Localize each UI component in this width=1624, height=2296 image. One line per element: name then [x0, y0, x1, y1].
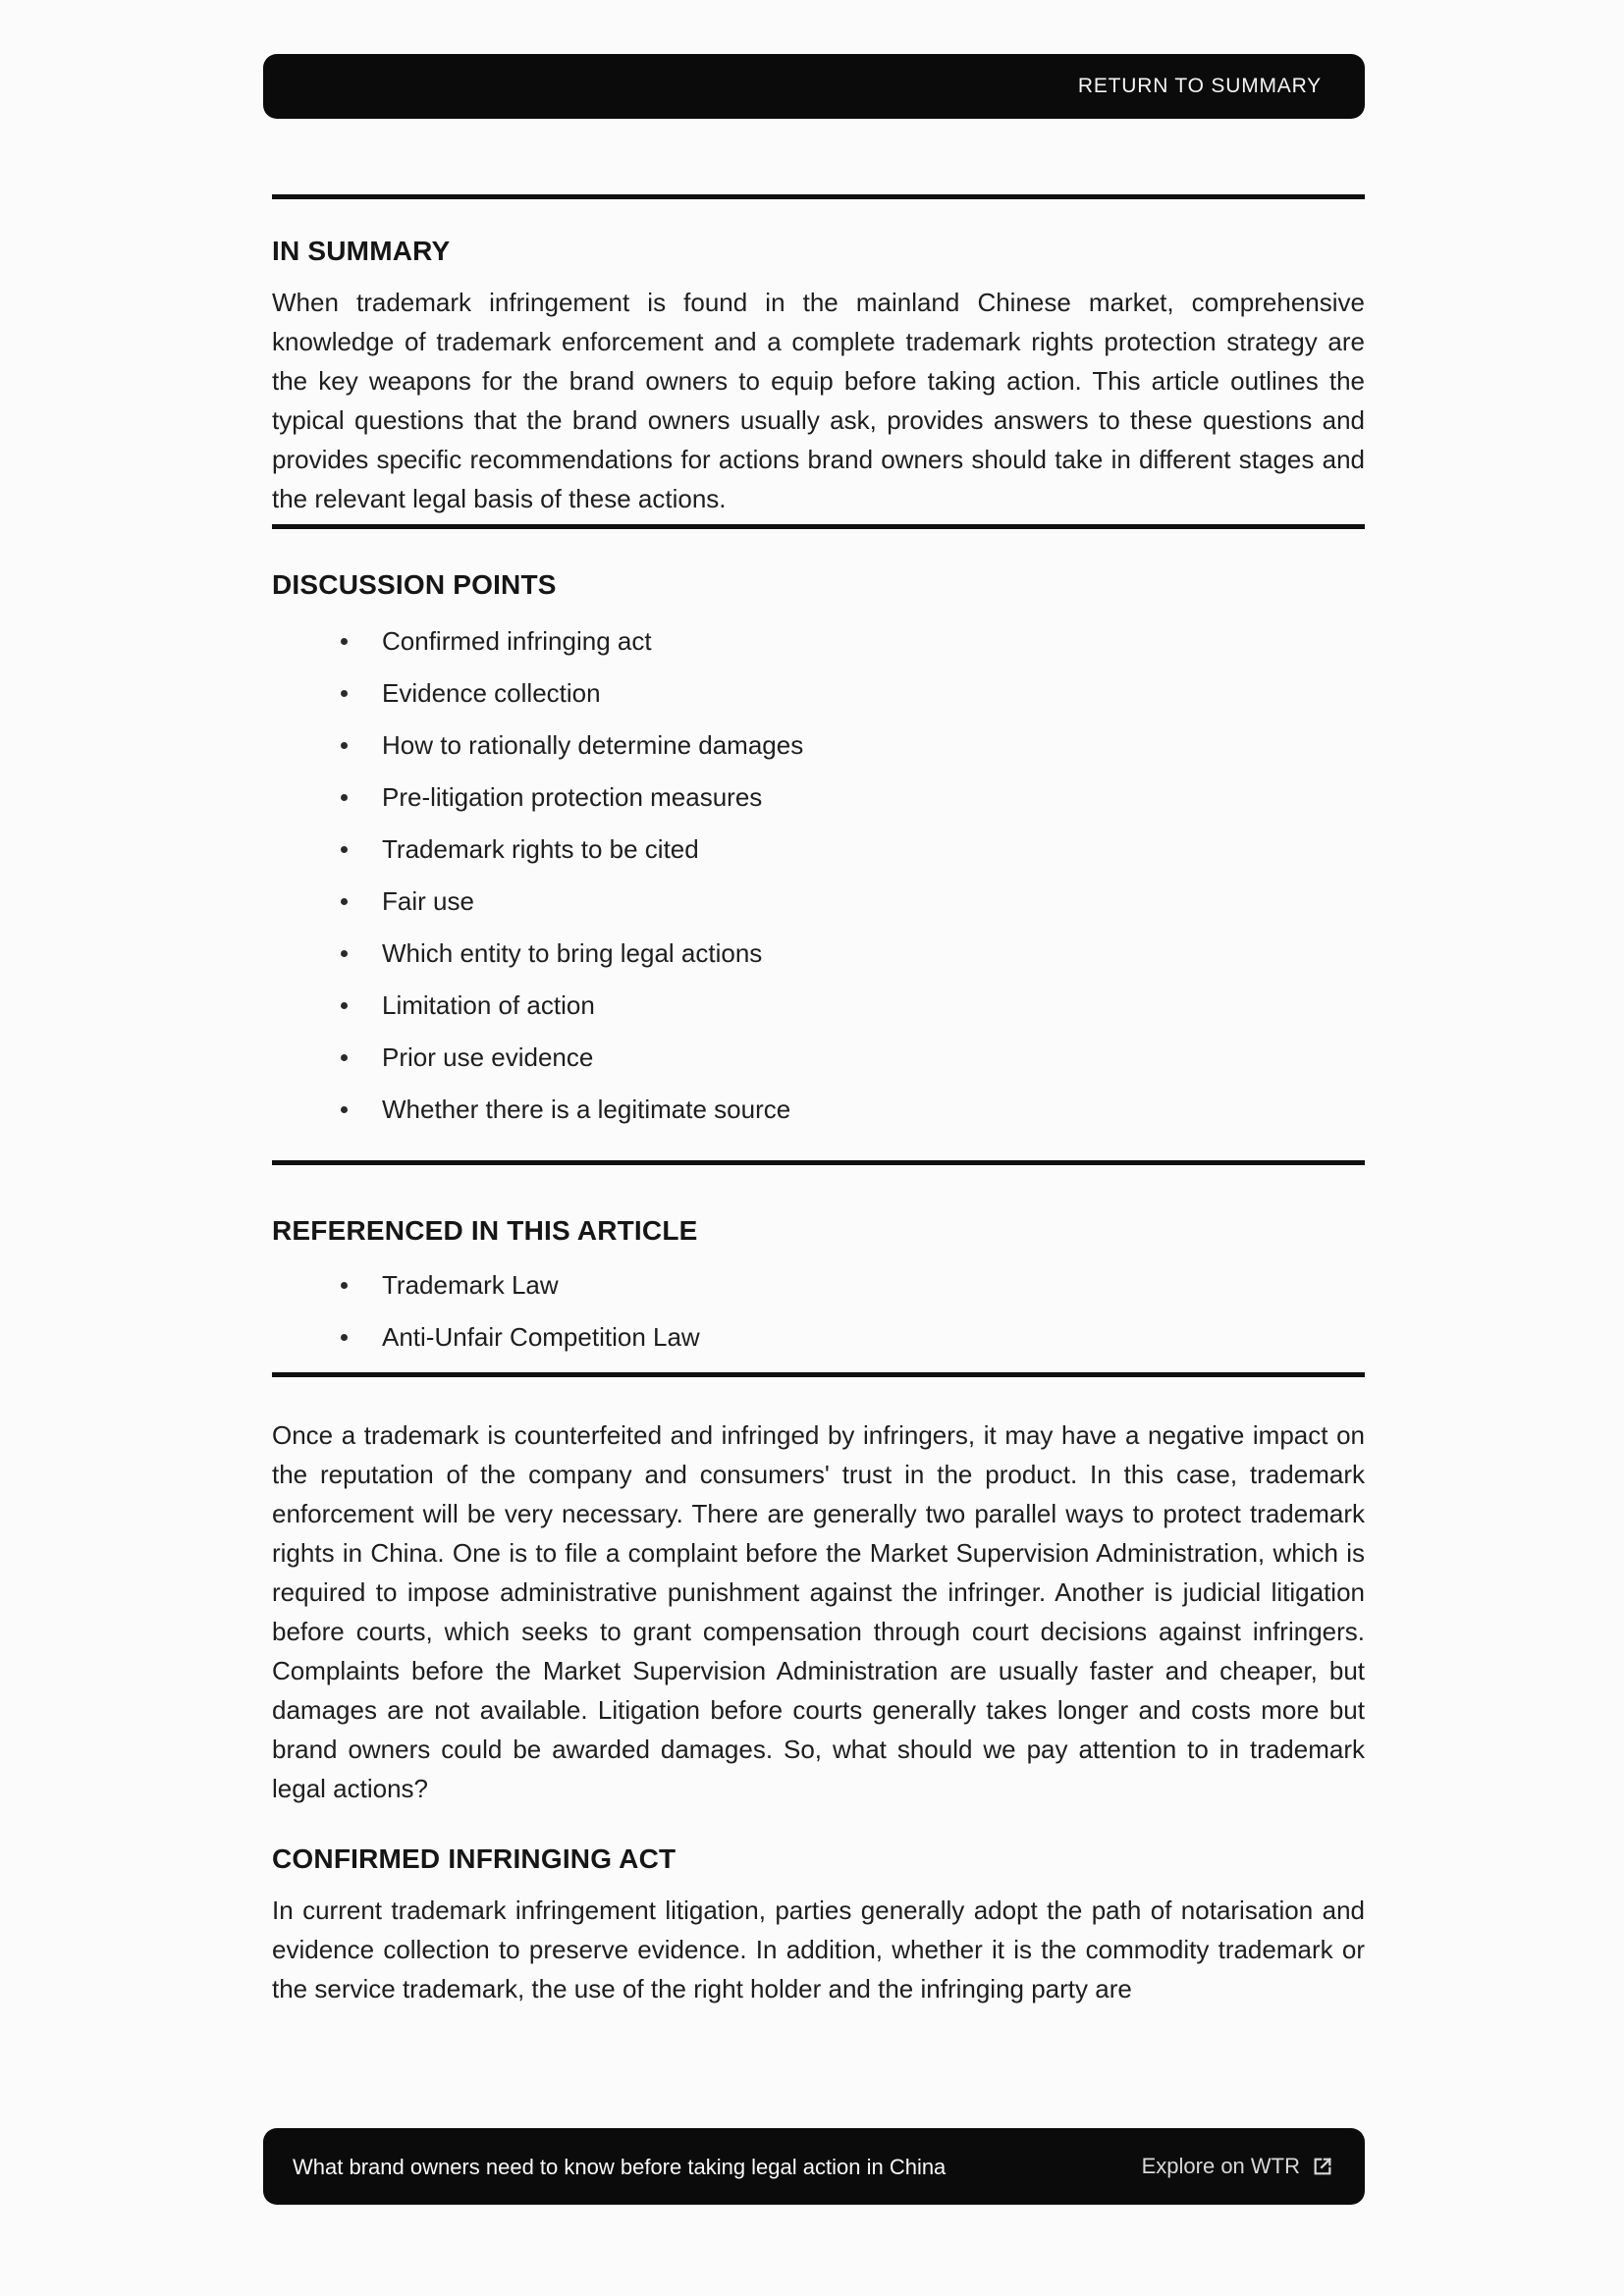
in-summary-heading: IN SUMMARY — [272, 236, 451, 266]
list-item: Whether there is a legitimate source — [272, 1095, 1365, 1124]
explore-on-wtr-link[interactable] — [1142, 2154, 1333, 2179]
discussion-points-list — [272, 626, 1365, 1124]
section-rule-after-discussion — [272, 1160, 1365, 1165]
intro-paragraph: Once a trademark is counterfeited and infringed by infringers, it may have a negative impact on the reputation of the company and consumers' trust in the product. In this case, trademark enforcement will be very necessary. There are generally two parallel ways to protect trademark rights in China. One is to file a complaint before the Market Supervision Administration, which is required to impose administrative punishment against the infringer. Another is judicial litigation before courts, which seeks to grant compensation through court decisions against infringers. Complaints before the Market Supervision Administration are usually faster and cheaper, but damages are not available. Litigation before courts generally takes longer and costs more but brand owners could be awarded damages. So, what should we pay attention to in trademark legal actions? — [272, 1420, 1365, 1803]
confirmed-infringing-act-paragraph: In current trademark infringement litigation, parties generally adopt the path of notarisation and evidence collection to preserve evidence. In addition, whether it is the commodity trademark or the service trademark, the use of the right holder and the infringing party are — [272, 1896, 1365, 2003]
explore-on-wtr-label: Explore on WTR — [1141, 2154, 1300, 2178]
discussion-points-heading: DISCUSSION POINTS — [272, 569, 557, 600]
section-rule-after-summary — [272, 524, 1365, 529]
list-item: Trademark Law — [272, 1270, 1365, 1300]
confirmed-infringing-act-heading: CONFIRMED INFRINGING ACT — [272, 1843, 677, 1874]
footer-article-title: What brand owners need to know before taking legal action in China — [293, 2154, 947, 2179]
list-item: Pre-litigation protection measures — [272, 782, 1365, 812]
return-to-summary-button[interactable] — [263, 54, 1365, 119]
list-item: Confirmed infringing act — [272, 626, 1365, 656]
referenced-heading: REFERENCED IN THIS ARTICLE — [272, 1215, 698, 1246]
in-summary-paragraph: When trademark infringement is found in the mainland Chinese market, comprehensive knowledge of trademark enforcement and a complete trademark rights protection strategy are the key weapons for the brand owners to equip before taking action. This article outlines the typical questions that the brand owners usually ask, provides answers to these questions and provides specific recommendations for actions brand owners should take in different stages and the relevant legal basis of these actions. — [272, 288, 1365, 513]
list-item: Limitation of action — [272, 990, 1365, 1020]
list-item: Evidence collection — [272, 678, 1365, 708]
referenced-list — [272, 1270, 1365, 1352]
list-item: Which entity to bring legal actions — [272, 938, 1365, 968]
return-to-summary-label: RETURN TO SUMMARY — [1077, 75, 1322, 97]
list-item: How to rationally determine damages — [272, 730, 1365, 760]
external-link-icon — [1312, 2156, 1333, 2177]
section-rule-after-referenced — [272, 1372, 1365, 1377]
section-rule-top — [272, 194, 1365, 199]
list-item: Prior use evidence — [272, 1042, 1365, 1072]
list-item: Trademark rights to be cited — [272, 834, 1365, 864]
list-item: Fair use — [272, 886, 1365, 916]
list-item: Anti-Unfair Competition Law — [272, 1322, 1365, 1352]
footer-bar — [263, 2128, 1365, 2205]
